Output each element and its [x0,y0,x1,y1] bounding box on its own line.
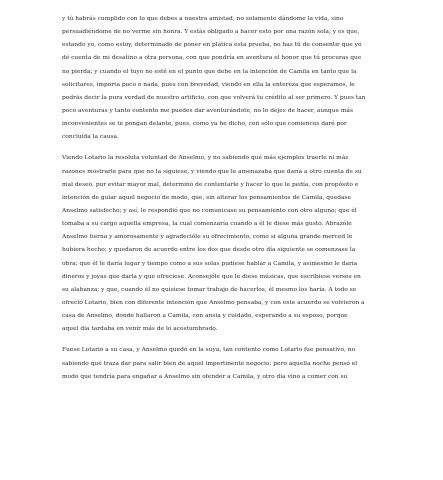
text-line: inconvenientes se te pongan delante, pues, como ya he dicho, con sólo que comiences daré por [62,121,347,128]
text-line: ofreció Lotario, bien con diferente intención que Anselmo pensaba, y con este acuerdo se volvieron a [62,299,365,306]
text-line: tomaba a su cargo aquella empresa, la cual comenzaría cuando a él le diese más gusto. Abrazóle [62,221,352,228]
text-line: poco aventuras y tanto contento me puedes dar aventurándote, no lo dejes de hacer, aunque más [62,107,353,114]
text-line: dineros y joyas que darla y que ofreciese. Aconsejóle que le diese músicas, que escribiese versos en [62,273,361,280]
text-line: modo que tendría para engañar a Anselmo sin ofender a Camila, y otro día vino a comer con su [62,373,348,380]
paragraph-3 [62,344,380,383]
text-line: Viendo Lotario la resoluta voluntad de Anselmo, y no sabiendo qué más ejemplos traerle ni más [62,155,349,162]
paragraph-2 [62,152,380,336]
text-line: obra; que él le daría lugar y tiempo como a sus solas pudiese hablar a Camila, y asimesmo le daría [62,260,358,267]
text-line: su alabanza; y que, cuando él no quisiese tomar trabajo de hacerlos, él mesmo los haría. A todo se [62,286,357,293]
text-line: casa de Anselmo, donde hallaron a Camila, con ansia y cuidado, esperando a su esposo, porque [62,313,348,320]
text-line: persuadiéndome de no verme sin honra. Y estás obligado a hacer esto por una razón sola; y es que, [62,29,360,36]
text-line: solicitares, importa poco o nada, pues con brevedad, viendo en ella la entereza que esperamos, le [62,81,355,88]
text-line: concluida la causa. [62,134,119,141]
paragraph-gap [62,144,380,152]
text-line: intención de guiar aquel negocio de modo, que, sin alterar los pensamientos de Camila, quedase [62,194,352,201]
text-line: podrás decir la pura verdad de nuestro artificio, con que volverá tu crédito al ser primero. Y pues tan [62,94,366,101]
text-line: y tú habrás cumplido con lo que debes a nuestra amistad, no solamente dándome la vida, sino [62,16,344,22]
text-line: hubiera hecho; y quedaron de acuerdo entre los dos que desde otro día siguiente se comenzase la [62,247,356,254]
text-line: no pierda; y cuando el tuyo no esté en el punto que debe en la intención de Camila en tanto que la [62,68,357,75]
text-line: mal deseo, por evitar mayor mal, determinó de contentarle y hacer lo que le pedía, con propósito e [62,181,359,188]
text-line: razones mostrarle para que no la siguiese, y viendo que le amenazaba que daría a otro cuenta de su [62,168,362,175]
text-line: Anselmo satisfecho; y así, le respondió que no comunicase su pensamiento con otro alguno; que él [62,207,357,214]
paragraph-1 [62,13,380,144]
text-line: Fuese Lotario a su casa, y Anselmo quedó en la suya, tan contento como Lotario fue pensativo, no [62,347,356,354]
text-line: Anselmo tierna y amorosamente y agradecióle su ofrecimiento, como si alguna grande merced le [62,234,353,241]
text-line: sabiendo qué traza dar para salir bien de aquel impertinente negocio; pero aquella noche pensó el [62,360,358,367]
text-line: dé cuenta de mi desatino a otra persona, con que pondría en aventura el honor que tú procuras que [62,55,362,62]
text-column [62,13,380,384]
paragraph-gap [62,336,380,344]
text-line: aquel día tardaba en venir más de lo acostumbrado. [62,326,218,333]
text-line: estando yo, como estoy, determinado de poner en plática esta prueba, no has tú de consentir que yo [62,42,362,49]
